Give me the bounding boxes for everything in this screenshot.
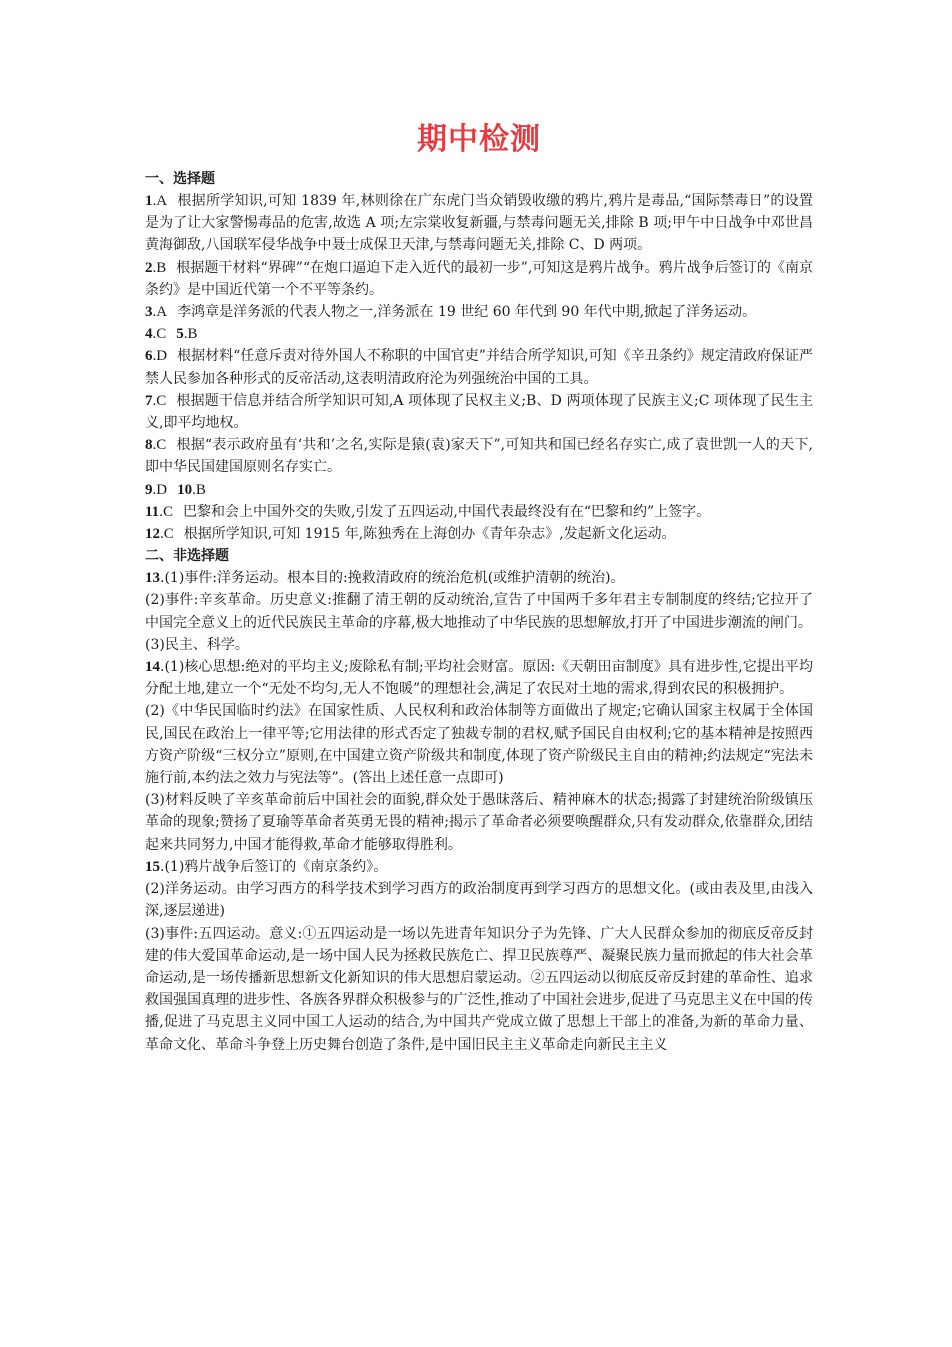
nonchoice-answer-paragraph (145, 634, 813, 656)
answer-letter: .C (152, 392, 167, 409)
answer-letter: .C (159, 503, 173, 520)
answer-explanation: 根据“表示政府虽有‘共和’之名,实际是猿(袁)家天下”,可知共和国已经名存实亡,成了袁世凯一人的天下,即中华民国建国原则名存实亡。 (145, 437, 813, 476)
answer-text: (3)材料反映了辛亥革命前后中国社会的面貌,群众处于愚昧落后、精神麻木的状态;揭露了封建统治阶级镇压革命的现象;赞扬了夏瑜等革命者英勇无畏的精神;揭示了革命者必须要唤醒群众,只有发动群众,依靠群众,团结起来共同努力,中国才能得救,革命才能够取得胜利。 (145, 792, 813, 853)
answer-letter: .B (192, 481, 206, 498)
page-title: 期中检测 (417, 122, 541, 157)
choice-answer-item (145, 323, 813, 345)
nonchoice-answer-paragraph (145, 923, 813, 1056)
question-number: 12 (145, 526, 160, 543)
answer-explanation: 根据材料“任意斥责对待外国人不称职的中国官吏”并结合所学知识,可知《辛丑条约》规定清政府保证严禁人民参加各种形式的反帝活动,这表明清政府沦为列强统治中国的工具。 (145, 348, 813, 387)
nonchoice-answer-paragraph (145, 700, 813, 789)
answer-explanation: 根据所学知识,可知 1839 年,林则徐在广东虎门当众销毁收缴的鸦片,鸦片是毒品,“国际禁毒日”的设置是为了让大家警惕毒品的危害,故选 A 项;左宗棠收复新疆,与禁毒问题无关,排除 B 项;甲午中日战争中邓世昌黄海御敌,八国联军侵华战争中聂士成保卫天津,与禁毒问题无关,排除 C、D 两项。 (145, 193, 813, 254)
question-number: 10 (177, 481, 193, 498)
question-number: 15 (145, 858, 160, 875)
answer-letter: .B (183, 326, 198, 343)
choice-answer-item (145, 523, 813, 545)
answer-explanation: 巴黎和会上中国外交的失败,引发了五四运动,中国代表最终没有在“巴黎和约”上签字。 (182, 503, 711, 520)
nonchoice-answer-paragraph (145, 567, 813, 589)
nonchoice-answer-paragraph (145, 789, 813, 856)
answer-document (145, 120, 813, 1056)
question-number: 9 (145, 481, 153, 498)
choice-answers-list (145, 190, 813, 545)
choice-answer-item (145, 301, 813, 323)
answer-letter: .C (160, 526, 174, 543)
answer-letter: .C (152, 437, 167, 454)
answer-explanation: 李鸿章是洋务派的代表人物之一,洋务派在 19 世纪 60 年代到 90 年代中期,掀起了洋务运动。 (177, 304, 757, 321)
question-number: 3 (145, 304, 153, 321)
section-heading-nonchoice: 二、非选择题 (145, 548, 229, 565)
answer-letter: .D (152, 481, 168, 498)
answer-text: (2)事件:辛亥革命。历史意义:推翻了清王朝的反动统治,宣告了中国两千多年君主专制制度的终结;它拉开了中国完全意义上的近代民族民主革命的序幕,极大地推动了中华民族的思想解放,打开了中国进步潮流的闸门。 (145, 592, 813, 631)
answer-letter: .A (152, 304, 168, 321)
answer-letter: .A (152, 193, 168, 209)
answer-letter: .B (152, 259, 167, 276)
answer-explanation: 根据题干材料“界碑”“在炮口逼迫下走入近代的最初一步”,可知这是鸦片战争。鸦片战争后签订的《南京条约》是中国近代第一个不平等条约。 (145, 259, 813, 298)
question-number: 1 (145, 193, 153, 209)
question-number: 6 (145, 348, 153, 365)
answer-text: (3)事件:五四运动。意义:①五四运动是一场以先进青年知识分子为先锋、广大人民群众参加的彻底反帝反封建的伟大爱国革命运动,是一场中国人民为拯救民族危亡、捍卫民族尊严、凝聚民族力量而掀起的伟大社会革命运动,是一场传播新思想新文化新知识的伟大思想启蒙运动。②五四运动以彻底反帝反封建的革命性、追求救国强国真理的进步性、各族各界群众积极参与的广泛性,推动了中国社会进步,促进了马克思主义在中国的传播,促进了马克思主义同中国工人运动的结合,为中国共产党成立做了思想上干部上的准备,为新的革命力量、革命文化、革命斗争登上历史舞台创造了条件,是中国旧民主主义革命走向新民主主义 (145, 925, 813, 1053)
question-number: 13 (145, 570, 160, 587)
question-number: 5 (176, 326, 184, 343)
answer-text: (2)洋务运动。由学习西方的科学技术到学习西方的政治制度再到学习西方的思想文化。(或由表及里,由浅入深,逐层递进) (145, 881, 813, 920)
answer-text: (3)民主、科学。 (145, 636, 249, 653)
answer-letter: .D (152, 348, 168, 365)
answer-explanation: 根据所学知识,可知 1915 年,陈独秀在上海创办《青年杂志》,发起新文化运动。 (183, 526, 676, 543)
choice-answer-item (145, 345, 813, 389)
answer-text: .(1)核心思想:绝对的平均主义;废除私有制;平均社会财富。原因:《天朝田亩制度》具有进步性,它提出平均分配土地,建立一个“无处不均匀,无人不饱暖”的理想社会,满足了农民对土地的需求,得到农民的积极拥护。 (145, 659, 813, 698)
nonchoice-answer-paragraph (145, 656, 813, 700)
nonchoice-answer-paragraph (145, 878, 813, 922)
question-number: 14 (145, 659, 160, 676)
choice-answer-item (145, 390, 813, 434)
answer-explanation: 根据题干信息并结合所学知识可知,A 项体现了民权主义;B、D 两项体现了民族主义;C 项体现了民生主义,即平均地权。 (145, 392, 813, 432)
answer-text: .(1)鸦片战争后签订的《南京条约》。 (160, 858, 388, 875)
question-number: 7 (145, 392, 153, 409)
question-number: 2 (145, 259, 153, 276)
nonchoice-answer-paragraph (145, 589, 813, 633)
choice-answer-item (145, 257, 813, 301)
section-heading-choice: 一、选择题 (145, 171, 215, 187)
choice-answer-item (145, 190, 813, 257)
question-number: 8 (145, 437, 153, 454)
nonchoice-answers-list (145, 567, 813, 1055)
choice-answer-item (145, 501, 813, 523)
nonchoice-answer-paragraph (145, 856, 813, 878)
answer-letter: .C (152, 326, 167, 343)
answer-text: .(1)事件:洋务运动。根本目的:挽救清政府的统治危机(或维护清朝的统治)。 (160, 570, 625, 587)
answer-text: (2)《中华民国临时约法》在国家性质、人民权利和政治体制等方面做出了规定;它确认国家主权属于全体国民,国民在政治上一律平等;它用法律的形式否定了独裁专制的君权,赋予国民自由权利;它的基本精神是按照西方资产阶级“三权分立”原则,在中国建立资产阶级共和制度,体现了资产阶级民主自由的精神;约法规定“宪法未施行前,本约法之效力与宪法等”。(答出上述任意一点即可) (145, 703, 813, 787)
question-number: 11 (145, 503, 160, 520)
question-number: 4 (145, 326, 153, 343)
choice-answer-item (145, 479, 813, 501)
choice-answer-item (145, 434, 813, 478)
